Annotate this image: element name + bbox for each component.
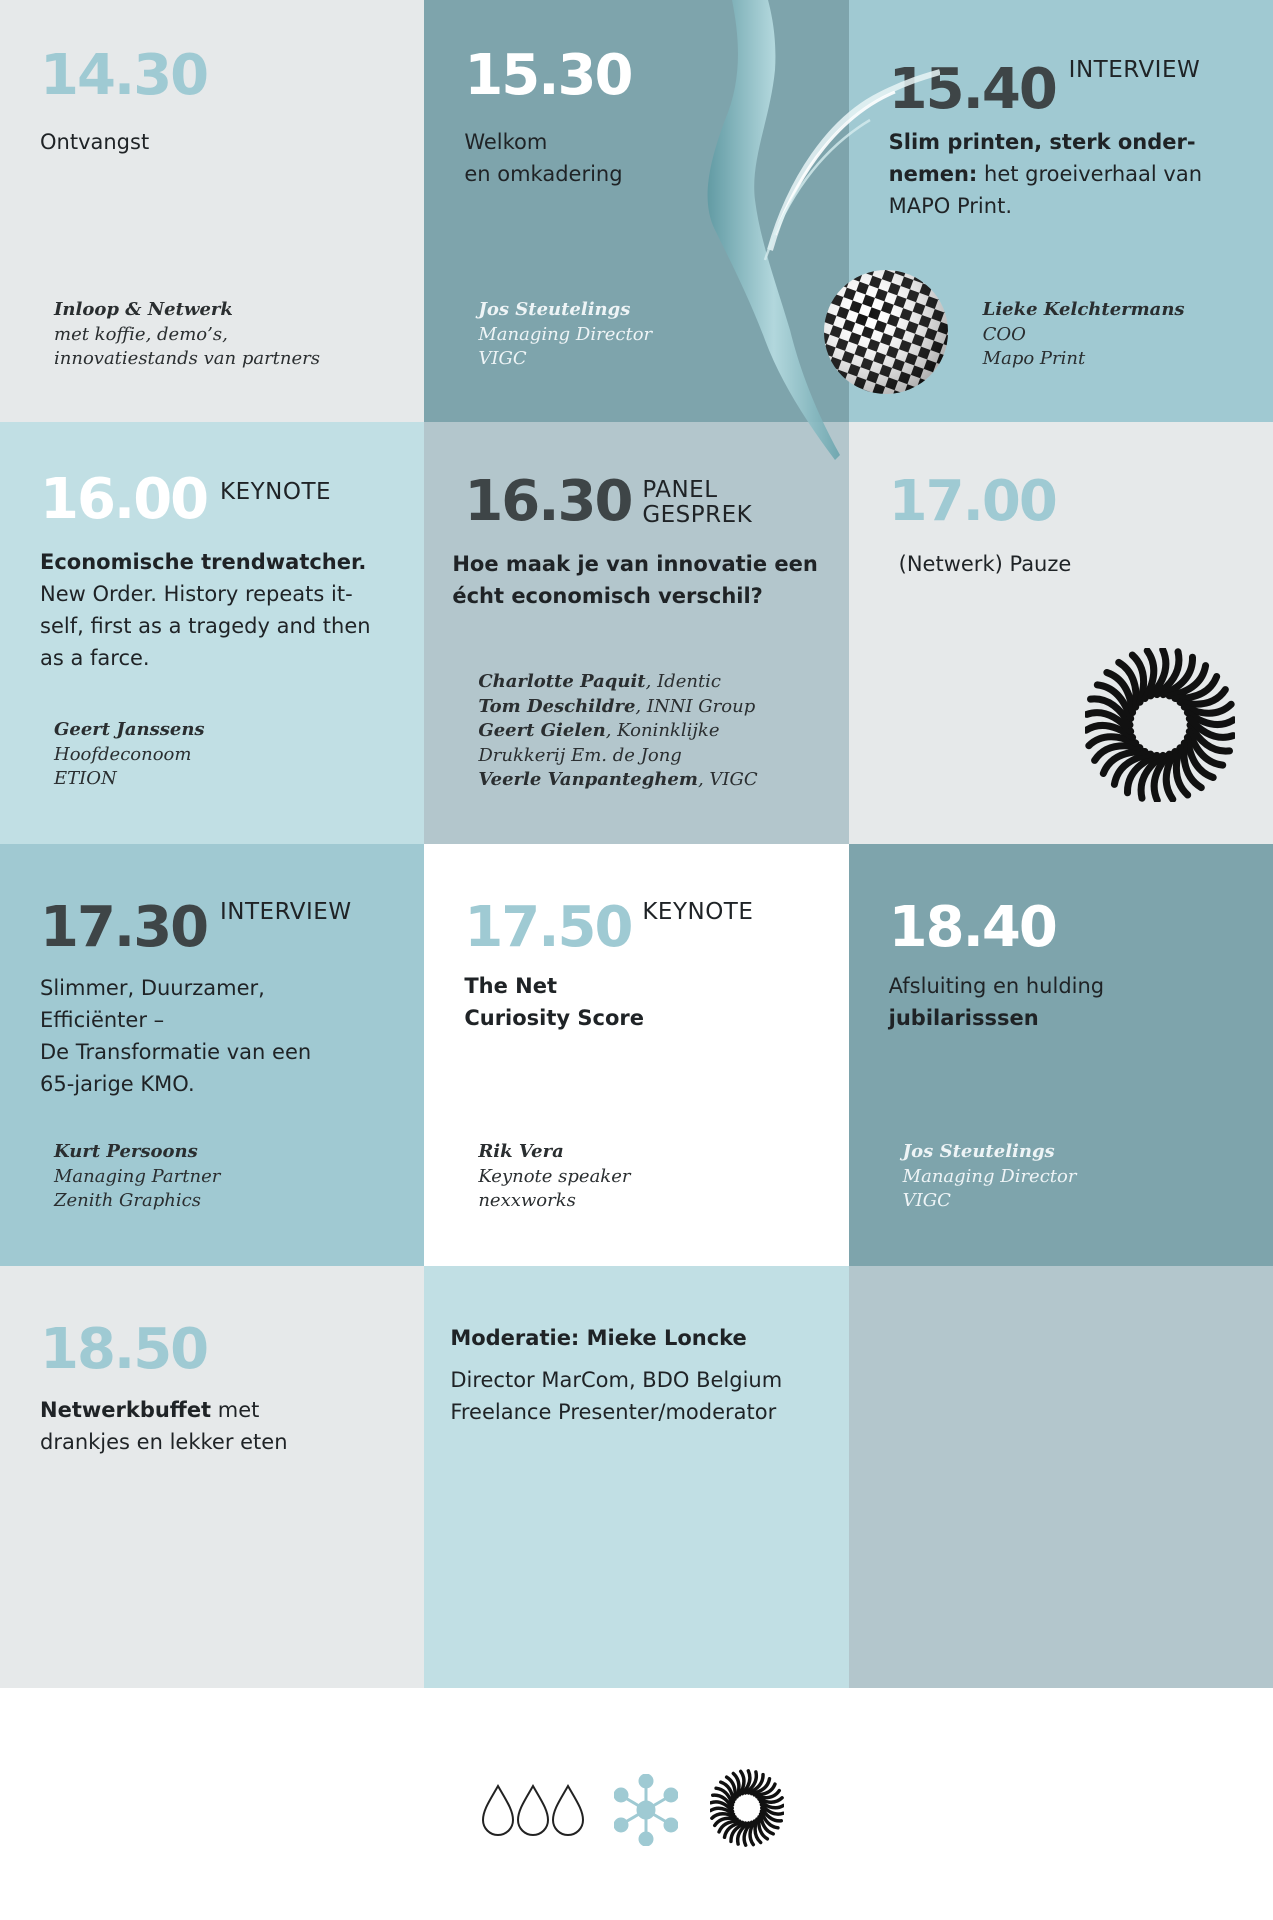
speaker-role: Keynote speaker (478, 1165, 631, 1187)
title-line: Efficiënter – (40, 1008, 165, 1032)
title-line: The Net (464, 974, 558, 998)
session-tag (642, 478, 752, 528)
session-title (889, 970, 1149, 1034)
speaker-role: Managing Director (902, 1165, 1077, 1187)
speaker-role: Managing Director (478, 323, 653, 345)
title-line: en omkadering (464, 162, 623, 186)
speaker-role: COO (982, 323, 1026, 345)
session-title: (Netwerk) Pauze (898, 552, 1072, 576)
session-time: 15.30 (464, 43, 632, 108)
panel-member-org: Drukkerij Em. de Jong (478, 744, 682, 766)
session-speaker (983, 298, 1185, 372)
session-speaker (903, 1140, 1077, 1214)
splash-figure-icon (680, 0, 940, 470)
panel-member (478, 744, 757, 769)
empty-cell (849, 1266, 1273, 1688)
session-1750 (424, 844, 848, 1266)
speaker-name: Jos Steutelings (478, 299, 631, 320)
speaker-role: Managing Partner (54, 1165, 221, 1187)
title-bold: Netwerkbuffet (40, 1398, 212, 1422)
title-line: Slimmer, Duurzamer, (40, 976, 265, 1000)
speaker-role: Hoofdeconoom (54, 743, 192, 765)
speaker-org: innovatiestands van partners (54, 348, 320, 369)
session-title (40, 972, 400, 1100)
session-speaker (478, 1140, 630, 1214)
moderation-title: Moderatie: Mieke Loncke (450, 1326, 747, 1350)
session-time: 17.50 (464, 895, 632, 960)
moderation-line: Director MarCom, BDO Belgium (450, 1368, 783, 1392)
session-speaker (54, 298, 320, 372)
panel-member (478, 719, 757, 744)
session-speaker (478, 298, 652, 372)
session-time: 18.50 (40, 1317, 208, 1382)
title-line: Welkom (464, 130, 548, 154)
session-speaker (54, 718, 205, 792)
session-tag: INTERVIEW (220, 899, 352, 925)
speaker-name: Jos Steutelings (902, 1141, 1055, 1162)
title-line: Curiosity Score (464, 1006, 645, 1030)
session-time: 14.30 (40, 43, 208, 108)
speaker-name: Rik Vera (478, 1141, 564, 1162)
panel-member (478, 670, 757, 695)
session-1850 (0, 1266, 424, 1688)
tag-line: PANEL (642, 477, 718, 503)
speaker-org: VIGC (902, 1190, 951, 1211)
panel-member-name: Veerle Vanpanteghem (478, 769, 698, 790)
checkered-sphere-icon (822, 268, 950, 396)
session-speaker (54, 1140, 220, 1214)
session-title (452, 548, 822, 612)
panel-member-org: , Koninklijke (605, 720, 720, 741)
title-bold: Slim printen, sterk onder-nemen: (888, 130, 1196, 186)
panel-member-name: Geert Gielen (478, 720, 606, 741)
speaker-org: VIGC (478, 348, 527, 369)
speaker-org: Zenith Graphics (54, 1190, 201, 1211)
session-1730 (0, 844, 424, 1266)
spiral-torus-icon (710, 1768, 784, 1848)
session-time: 18.40 (888, 895, 1056, 960)
session-title (464, 970, 824, 1034)
spiral-torus-icon (1085, 648, 1235, 802)
speaker-name: Lieke Kelchtermans (982, 299, 1185, 320)
session-title: Ontvangst (40, 130, 150, 154)
molecule-icon (614, 1774, 678, 1846)
speaker-role: met koffie, demo’s, (54, 323, 228, 345)
moderation-line: Freelance Presenter/moderator (450, 1400, 777, 1424)
session-time: 17.00 (888, 469, 1056, 534)
session-time: 17.30 (40, 895, 208, 960)
tag-line: GESPREK (642, 501, 753, 528)
session-title (40, 1394, 320, 1458)
panel-member (478, 695, 757, 720)
title-bold: Economische trendwatcher. (40, 550, 367, 574)
moderation-cell (424, 1266, 848, 1688)
title-line: De Transformatie van een (40, 1040, 312, 1064)
session-1430 (0, 0, 424, 422)
title-line: 65-jarige KMO. (40, 1072, 195, 1096)
title-plain: het groeiverhaal van MAPO Print. (888, 162, 1203, 218)
title-bold: jubilarisssen (888, 1006, 1039, 1030)
panel-member-name: Charlotte Paquit (478, 671, 646, 692)
footer-icons (0, 1688, 1273, 1920)
title-plain: met drankjes en lekker eten (40, 1398, 288, 1454)
title-bold: Hoe maak je van innovatie een écht economisch verschil? (452, 552, 818, 608)
speaker-name: Kurt Persoons (54, 1141, 198, 1162)
title-plain: Afsluiting en hulding (888, 974, 1105, 998)
panel-member-org: , Identic (645, 671, 722, 692)
session-time: 16.00 (40, 467, 208, 532)
session-1840 (849, 844, 1273, 1266)
session-tag: INTERVIEW (1068, 57, 1201, 83)
water-drops-icon (480, 1782, 586, 1840)
session-1700 (849, 422, 1273, 844)
panel-member-name: Tom Deschildre (478, 695, 636, 717)
session-tag: KEYNOTE (642, 899, 754, 925)
session-1600 (0, 422, 424, 844)
session-1630 (424, 422, 848, 844)
speaker-org: ETION (54, 768, 117, 789)
session-time: 16.30 (464, 469, 632, 534)
session-title (40, 546, 380, 674)
speaker-org: nexxworks (478, 1190, 576, 1211)
panel-member (478, 768, 757, 793)
panel-member-org: , INNI Group (635, 695, 756, 717)
title-plain: New Order. History repeats it-self, first as a tragedy and then as a farce. (40, 582, 371, 670)
panel-member-org: , VIGC (697, 769, 758, 790)
speaker-org: Mapo Print (982, 348, 1086, 369)
panel-list (478, 670, 757, 793)
session-tag: KEYNOTE (220, 479, 332, 505)
speaker-name: Inloop & Netwerk (54, 299, 233, 320)
session-time: 15.40 (888, 57, 1056, 122)
speaker-name: Geert Janssens (54, 719, 205, 740)
moderation-role (450, 1364, 810, 1428)
